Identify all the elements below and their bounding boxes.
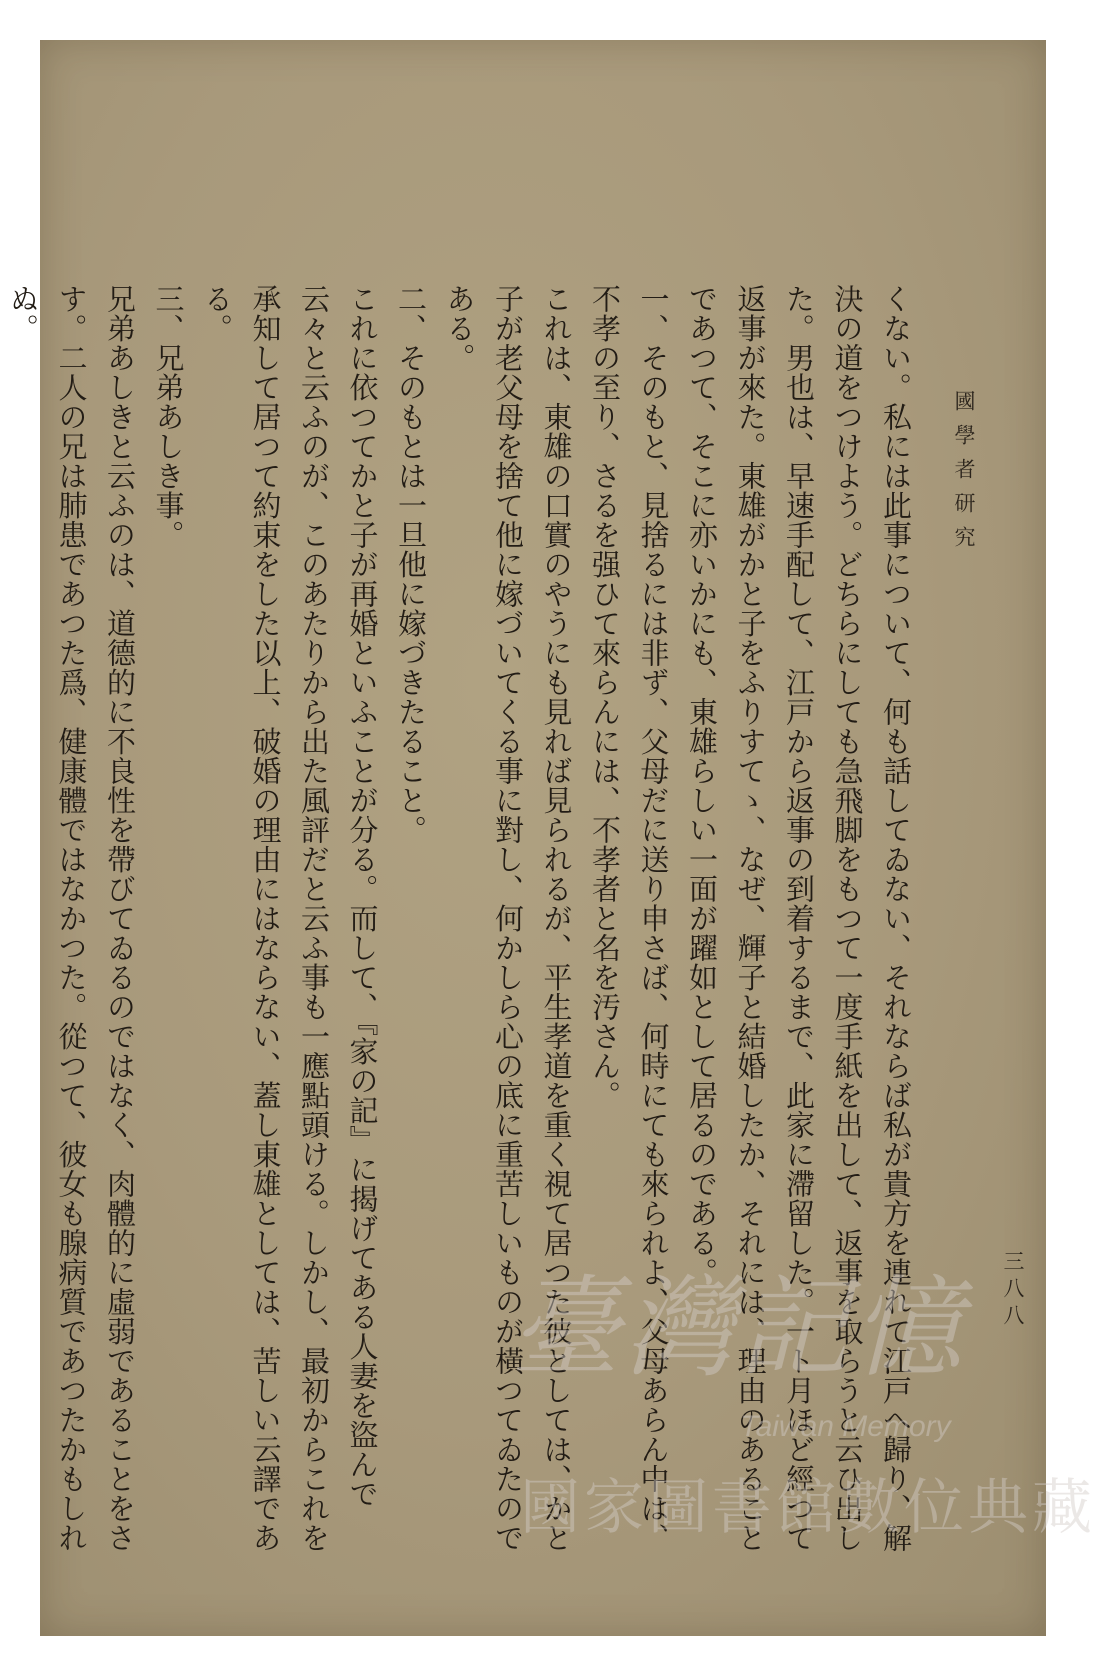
watermark-calligraphy: 臺灣記憶 [510, 1264, 966, 1392]
paragraph: 兄弟あしきと云ふのは、道德的に不良性を帶びてゐるのではなく、肉體的に虛弱であることをさす。二人の兄は肺患であつた爲、健康體ではなかつた。從つて、彼女も腺病質であつたかもしれぬ。 [6, 284, 137, 1553]
list-item: 二、そのもとは一旦他に嫁づきたること。 [394, 284, 428, 845]
paragraph: これは、東雄の口實のやうにも見れば見られるが、平生孝道を重く視て居つた彼としては、かと子が老父母を捨て他に嫁づいてくる事に對し、何かしら心の底に重苦しいものが橫つてゐたのである。 [442, 284, 574, 1553]
watermark-institution-name: 國家圖書館數位典藏 [520, 1473, 1096, 1543]
page-number: 三八八 [1001, 1250, 1025, 1331]
list-item: 一、そのもと、見捨るには非ず、父母だに送り申さば、何時にても來られよ、父母あらん中は、不孝の至り、さるを强ひて來らんには、不孝者と名を汚さん。 [588, 284, 671, 1553]
scanned-book-page [6, 40, 1096, 1636]
list-item: 三、兄弟あしき事。 [151, 284, 186, 550]
body-text [6, 284, 920, 1554]
paragraph: くない。私には此事について、何も話してゐない、それならば私が貴方を連れて江戸へ歸り、解決の道をつけよう。どちらにしても急飛脚をもつて一度手紙を出して、返事を取らうと云ひ出した。男也は、早速手配して、江戸から返事の到着するまで、此家に滯留した。一ト月ほど經つて返事が來た。東雄がかと子をふりすてゝ、なぜ、輝子と結婚したか、それには、理由のあることであつて、そこに亦いかにも、東雄らしい一面が躍如として居るのである。 [685, 284, 913, 1553]
watermark-latin-text: Taiwan Memory [740, 1410, 951, 1443]
running-title: 國學者研究 [952, 390, 976, 560]
paragraph: これに依つてかと子が再婚といふことが分る。而して、『家の記』に揭げてある人妻を盜んで云々と云ふのが、このあたりから出た風評だと云ふ事も一應點頭ける。しかし、最初からこれを承知して居つて約束をした以上、破婚の理由にはならない、蓋し東雄としては、苦しい云譯である。 [200, 284, 380, 1553]
